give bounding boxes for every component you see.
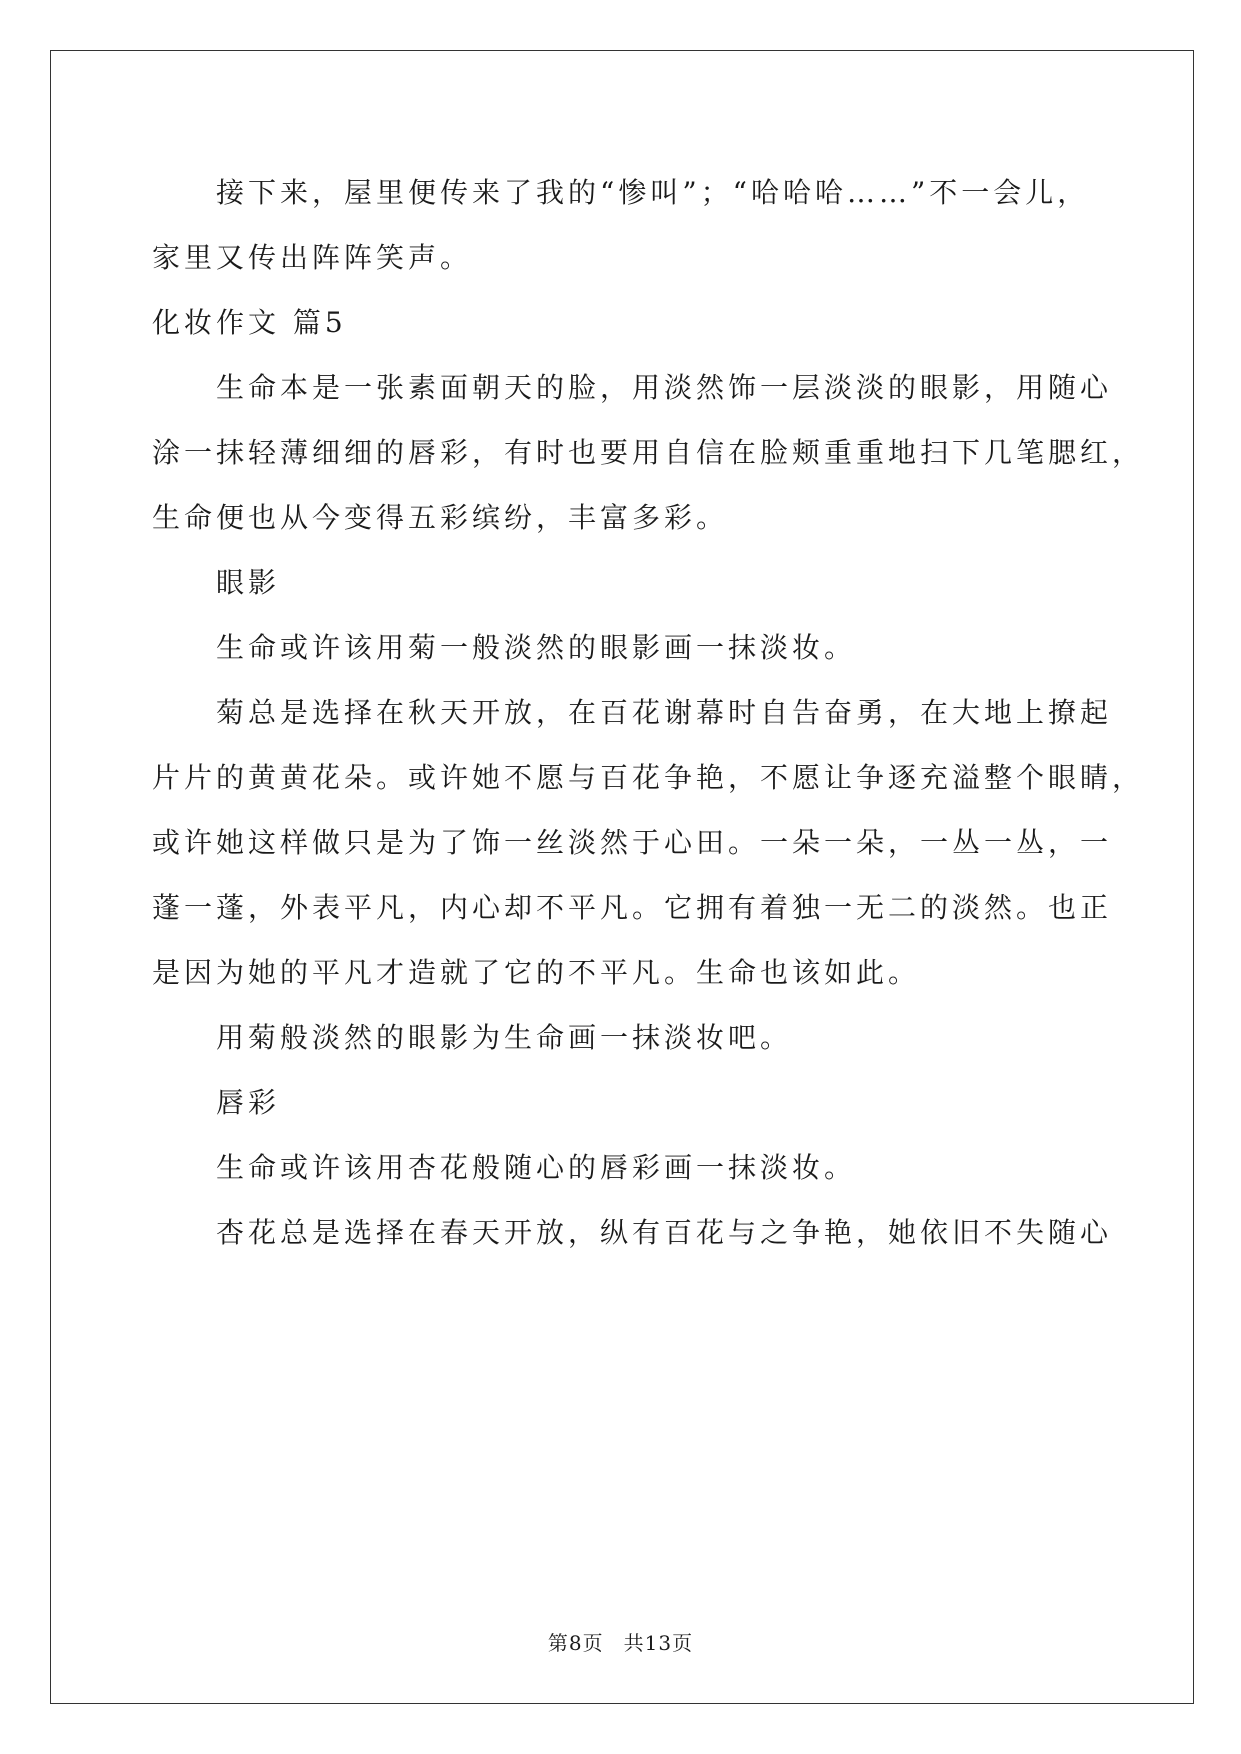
text-line-10: 片片的黄黄花朵。或许她不愿与百花争艳，不愿让争逐充溢整个眼睛， [152, 761, 1145, 794]
subheading-lipstick: 唇彩 [216, 1086, 281, 1119]
text-line-4: 生命本是一张素面朝天的脸，用淡然饰一层淡淡的眼影，用随心 [216, 371, 1113, 404]
text-line-6: 生命便也从今变得五彩缤纷，丰富多彩。 [152, 501, 729, 534]
text-line-2: 家里又传出阵阵笑声。 [152, 241, 473, 274]
text-line-5: 涂一抹轻薄细细的唇彩，有时也要用自信在脸颊重重地扫下几笔腮红， [152, 436, 1145, 469]
text-line-1: 接下来，屋里便传来了我的“惨叫”；“哈哈哈……”不一会儿， [216, 176, 1090, 209]
text-line-13: 是因为她的平凡才造就了它的不平凡。生命也该如此。 [152, 956, 921, 989]
page-footer [0, 1627, 1241, 1656]
text-line-9: 菊总是选择在秋天开放，在百花谢幕时自告奋勇，在大地上撩起 [216, 696, 1113, 729]
text-line-12: 蓬一蓬，外表平凡，内心却不平凡。它拥有着独一无二的淡然。也正 [152, 891, 1113, 924]
section-heading: 化妆作文 篇5 [152, 306, 347, 339]
text-line-16: 生命或许该用杏花般随心的唇彩画一抹淡妆。 [216, 1151, 857, 1184]
page-total: 共13页 [623, 1631, 694, 1655]
page-number: 第8页 [547, 1631, 604, 1655]
text-line-14: 用菊般淡然的眼影为生命画一抹淡妆吧。 [216, 1021, 793, 1054]
text-line-17: 杏花总是选择在春天开放，纵有百花与之争艳，她依旧不失随心 [216, 1216, 1113, 1249]
text-line-8: 生命或许该用菊一般淡然的眼影画一抹淡妆。 [216, 631, 857, 664]
document-body [152, 160, 1145, 1265]
subheading-eyeshadow: 眼影 [216, 566, 281, 599]
text-line-11: 或许她这样做只是为了饰一丝淡然于心田。一朵一朵，一丛一丛，一 [152, 826, 1113, 859]
